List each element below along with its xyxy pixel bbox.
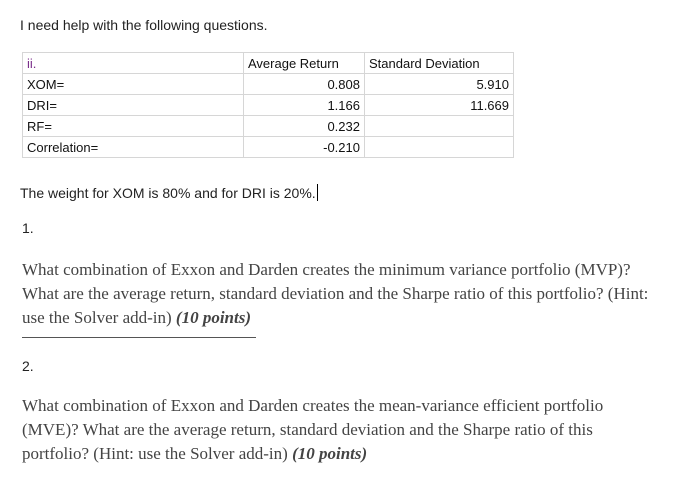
table-header-average-return: Average Return bbox=[244, 53, 365, 74]
intro-text: I need help with the following questions. bbox=[20, 17, 268, 33]
question-2-number: 2. bbox=[22, 358, 34, 374]
table-cell: 0.808 bbox=[244, 74, 365, 95]
table-cell: -0.210 bbox=[244, 137, 365, 158]
table-row bbox=[23, 116, 514, 137]
table-cell: 0.232 bbox=[244, 116, 365, 137]
table-cell: 11.669 bbox=[365, 95, 514, 116]
question-2-text: What combination of Exxon and Darden creates the mean-variance efficient portfolio (MVE)? What are the average return, standard deviation and the Sharpe ratio of this portfolio? (Hint: use the Solver add-in) bbox=[22, 396, 604, 463]
table-cell: 1.166 bbox=[244, 95, 365, 116]
table-cell bbox=[365, 137, 514, 158]
table-cell: 5.910 bbox=[365, 74, 514, 95]
table-header-row bbox=[23, 53, 514, 74]
table-row bbox=[23, 74, 514, 95]
question-1-text: What combination of Exxon and Darden creates the minimum variance portfolio (MVP)? What are the average return, standard deviation and the Sharpe ratio of this portfolio? (Hint: use the Solver add-in) bbox=[22, 260, 649, 327]
question-1 bbox=[22, 258, 662, 330]
weight-statement[interactable] bbox=[20, 184, 318, 201]
text-cursor bbox=[317, 184, 318, 201]
table-row bbox=[23, 95, 514, 116]
table-header-label: ii. bbox=[23, 53, 244, 74]
divider-line bbox=[22, 337, 256, 338]
table-header-standard-deviation: Standard Deviation bbox=[365, 53, 514, 74]
weight-text: The weight for XOM is 80% and for DRI is 20%. bbox=[20, 185, 316, 201]
data-table bbox=[22, 52, 514, 158]
table-cell bbox=[365, 116, 514, 137]
table-cell: XOM= bbox=[23, 74, 244, 95]
question-1-points: (10 points) bbox=[175, 308, 251, 327]
question-2 bbox=[22, 394, 662, 466]
table-cell: DRI= bbox=[23, 95, 244, 116]
table-cell: RF= bbox=[23, 116, 244, 137]
question-1-number: 1. bbox=[22, 220, 34, 236]
question-2-points: (10 points) bbox=[292, 444, 368, 463]
table-cell: Correlation= bbox=[23, 137, 244, 158]
table-row bbox=[23, 137, 514, 158]
